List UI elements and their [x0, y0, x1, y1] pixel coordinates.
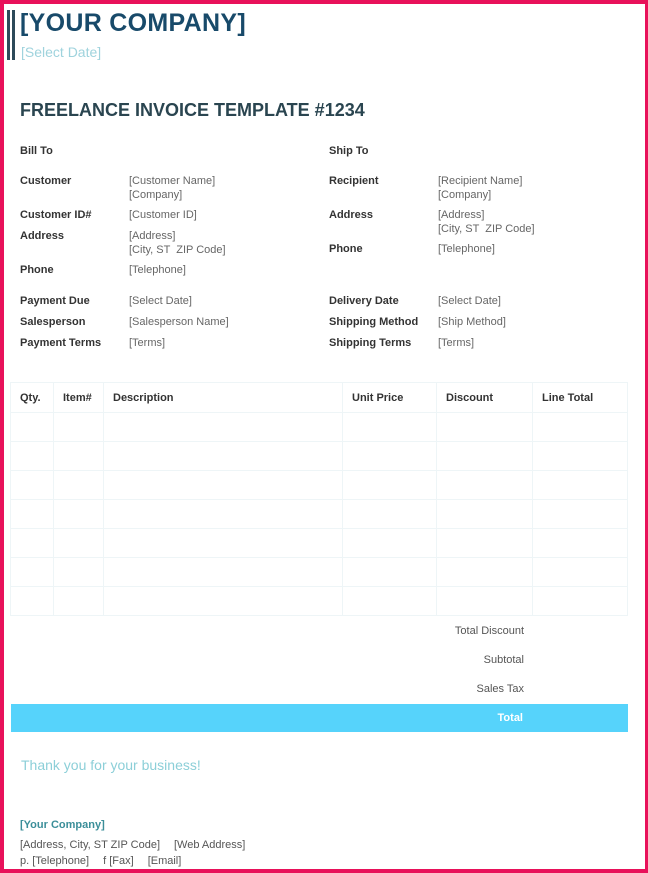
- table-cell[interactable]: [11, 558, 54, 587]
- ship_to-value[interactable]: [Terms]: [438, 337, 475, 349]
- footer-company: [Your Company]: [20, 819, 105, 831]
- footer-email[interactable]: [Email]: [147, 855, 182, 867]
- table-cell[interactable]: [437, 442, 533, 471]
- table-cell[interactable]: [343, 442, 437, 471]
- table-cell[interactable]: [104, 500, 343, 529]
- table-cell[interactable]: [437, 413, 533, 442]
- ship_to-value[interactable]: [Telephone]: [438, 243, 495, 255]
- col-description: Description: [104, 383, 343, 413]
- table-cell[interactable]: [54, 471, 104, 500]
- bill_to-label: Phone: [20, 264, 54, 276]
- ship_to-label: Address: [329, 209, 374, 221]
- ship-to-heading: Ship To: [329, 145, 369, 157]
- table-cell[interactable]: [11, 587, 54, 616]
- table-cell[interactable]: [54, 413, 104, 442]
- col-line-total: Line Total: [533, 383, 628, 413]
- bill_to-value[interactable]: [Customer Name] [Company]: [129, 175, 216, 201]
- table-cell[interactable]: [437, 471, 533, 500]
- bill_to-label: Payment Due: [20, 295, 90, 307]
- bill_to-value[interactable]: [Terms]: [129, 337, 166, 349]
- table-cell[interactable]: [54, 587, 104, 616]
- table-row[interactable]: [11, 558, 628, 587]
- table-row[interactable]: [11, 442, 628, 471]
- invoice-title: FREELANCE INVOICE TEMPLATE #1234: [20, 100, 365, 120]
- table-cell[interactable]: [533, 529, 628, 558]
- table-cell[interactable]: [11, 413, 54, 442]
- table-cell[interactable]: [343, 529, 437, 558]
- table-row[interactable]: [11, 529, 628, 558]
- footer-fax: f [Fax]: [103, 855, 134, 867]
- table-cell[interactable]: [533, 471, 628, 500]
- table-cell[interactable]: [437, 500, 533, 529]
- ship_to-value[interactable]: [Recipient Name] [Company]: [438, 175, 523, 201]
- table-cell[interactable]: [104, 529, 343, 558]
- company-name: [YOUR COMPANY]: [20, 9, 246, 37]
- total-bar: [11, 704, 628, 732]
- table-cell[interactable]: [11, 529, 54, 558]
- table-cell[interactable]: [533, 413, 628, 442]
- table-cell[interactable]: [343, 413, 437, 442]
- total-label: Total: [497, 712, 523, 724]
- ship_to-value[interactable]: [Address] [City, ST ZIP Code]: [438, 209, 535, 235]
- table-cell[interactable]: [104, 558, 343, 587]
- accent-bar: [12, 10, 15, 60]
- ship_to-value[interactable]: [Select Date]: [438, 295, 501, 307]
- table-cell[interactable]: [533, 442, 628, 471]
- footer-phone: p. [Telephone]: [20, 855, 90, 867]
- ship_to-label: Phone: [329, 243, 363, 255]
- bill_to-label: Salesperson: [20, 316, 86, 328]
- table-cell[interactable]: [11, 471, 54, 500]
- table-cell[interactable]: [437, 558, 533, 587]
- table-cell[interactable]: [437, 587, 533, 616]
- ship_to-label: Shipping Terms: [329, 337, 412, 349]
- bill-to-heading: Bill To: [20, 145, 53, 157]
- table-row[interactable]: [11, 471, 628, 500]
- bill_to-label: Customer: [20, 175, 72, 187]
- bill_to-value[interactable]: [Address] [City, ST ZIP Code]: [129, 230, 226, 256]
- table-row[interactable]: [11, 413, 628, 442]
- table-row[interactable]: [11, 587, 628, 616]
- table-cell[interactable]: [343, 500, 437, 529]
- col-discount: Discount: [437, 383, 533, 413]
- ship_to-label: Recipient: [329, 175, 379, 187]
- ship_to-label: Delivery Date: [329, 295, 399, 307]
- invoice-date[interactable]: [Select Date]: [21, 44, 102, 60]
- accent-bar: [7, 10, 10, 60]
- ship_to-label: Shipping Method: [329, 316, 419, 328]
- line-items-table: [10, 382, 628, 616]
- thank-you-message: Thank you for your business!: [21, 757, 201, 773]
- bill_to-label: Payment Terms: [20, 337, 102, 349]
- table-cell[interactable]: [54, 500, 104, 529]
- table-cell[interactable]: [54, 529, 104, 558]
- bill_to-value[interactable]: [Select Date]: [129, 295, 192, 307]
- col-unit-price: Unit Price: [343, 383, 437, 413]
- table-cell[interactable]: [343, 587, 437, 616]
- table-cell[interactable]: [104, 413, 343, 442]
- table-cell[interactable]: [343, 558, 437, 587]
- bill_to-label: Customer ID#: [20, 209, 92, 221]
- total-discount-label: Total Discount: [454, 625, 524, 637]
- table-cell[interactable]: [343, 471, 437, 500]
- subtotal-label: Subtotal: [483, 654, 524, 666]
- table-cell[interactable]: [533, 500, 628, 529]
- table-row[interactable]: [11, 500, 628, 529]
- col-item: Item#: [54, 383, 104, 413]
- table-cell[interactable]: [11, 500, 54, 529]
- table-cell[interactable]: [533, 587, 628, 616]
- table-cell[interactable]: [54, 442, 104, 471]
- col-qty: Qty.: [11, 383, 54, 413]
- table-cell[interactable]: [11, 442, 54, 471]
- sales-tax-label: Sales Tax: [476, 683, 524, 695]
- bill_to-label: Address: [20, 230, 65, 242]
- table-cell[interactable]: [437, 529, 533, 558]
- footer-web[interactable]: [Web Address]: [174, 839, 246, 851]
- footer-address: [Address, City, ST ZIP Code]: [20, 839, 160, 851]
- footer-line-1: [20, 839, 259, 851]
- table-cell[interactable]: [104, 442, 343, 471]
- table-cell[interactable]: [533, 558, 628, 587]
- footer-line-2: [20, 855, 195, 867]
- bill_to-value[interactable]: [Customer ID]: [129, 209, 197, 221]
- table-cell[interactable]: [54, 558, 104, 587]
- ship_to-value[interactable]: [Ship Method]: [438, 316, 506, 328]
- table-cell[interactable]: [104, 587, 343, 616]
- bill_to-value[interactable]: [Salesperson Name]: [129, 316, 229, 328]
- bill_to-value[interactable]: [Telephone]: [129, 264, 186, 276]
- table-cell[interactable]: [104, 471, 343, 500]
